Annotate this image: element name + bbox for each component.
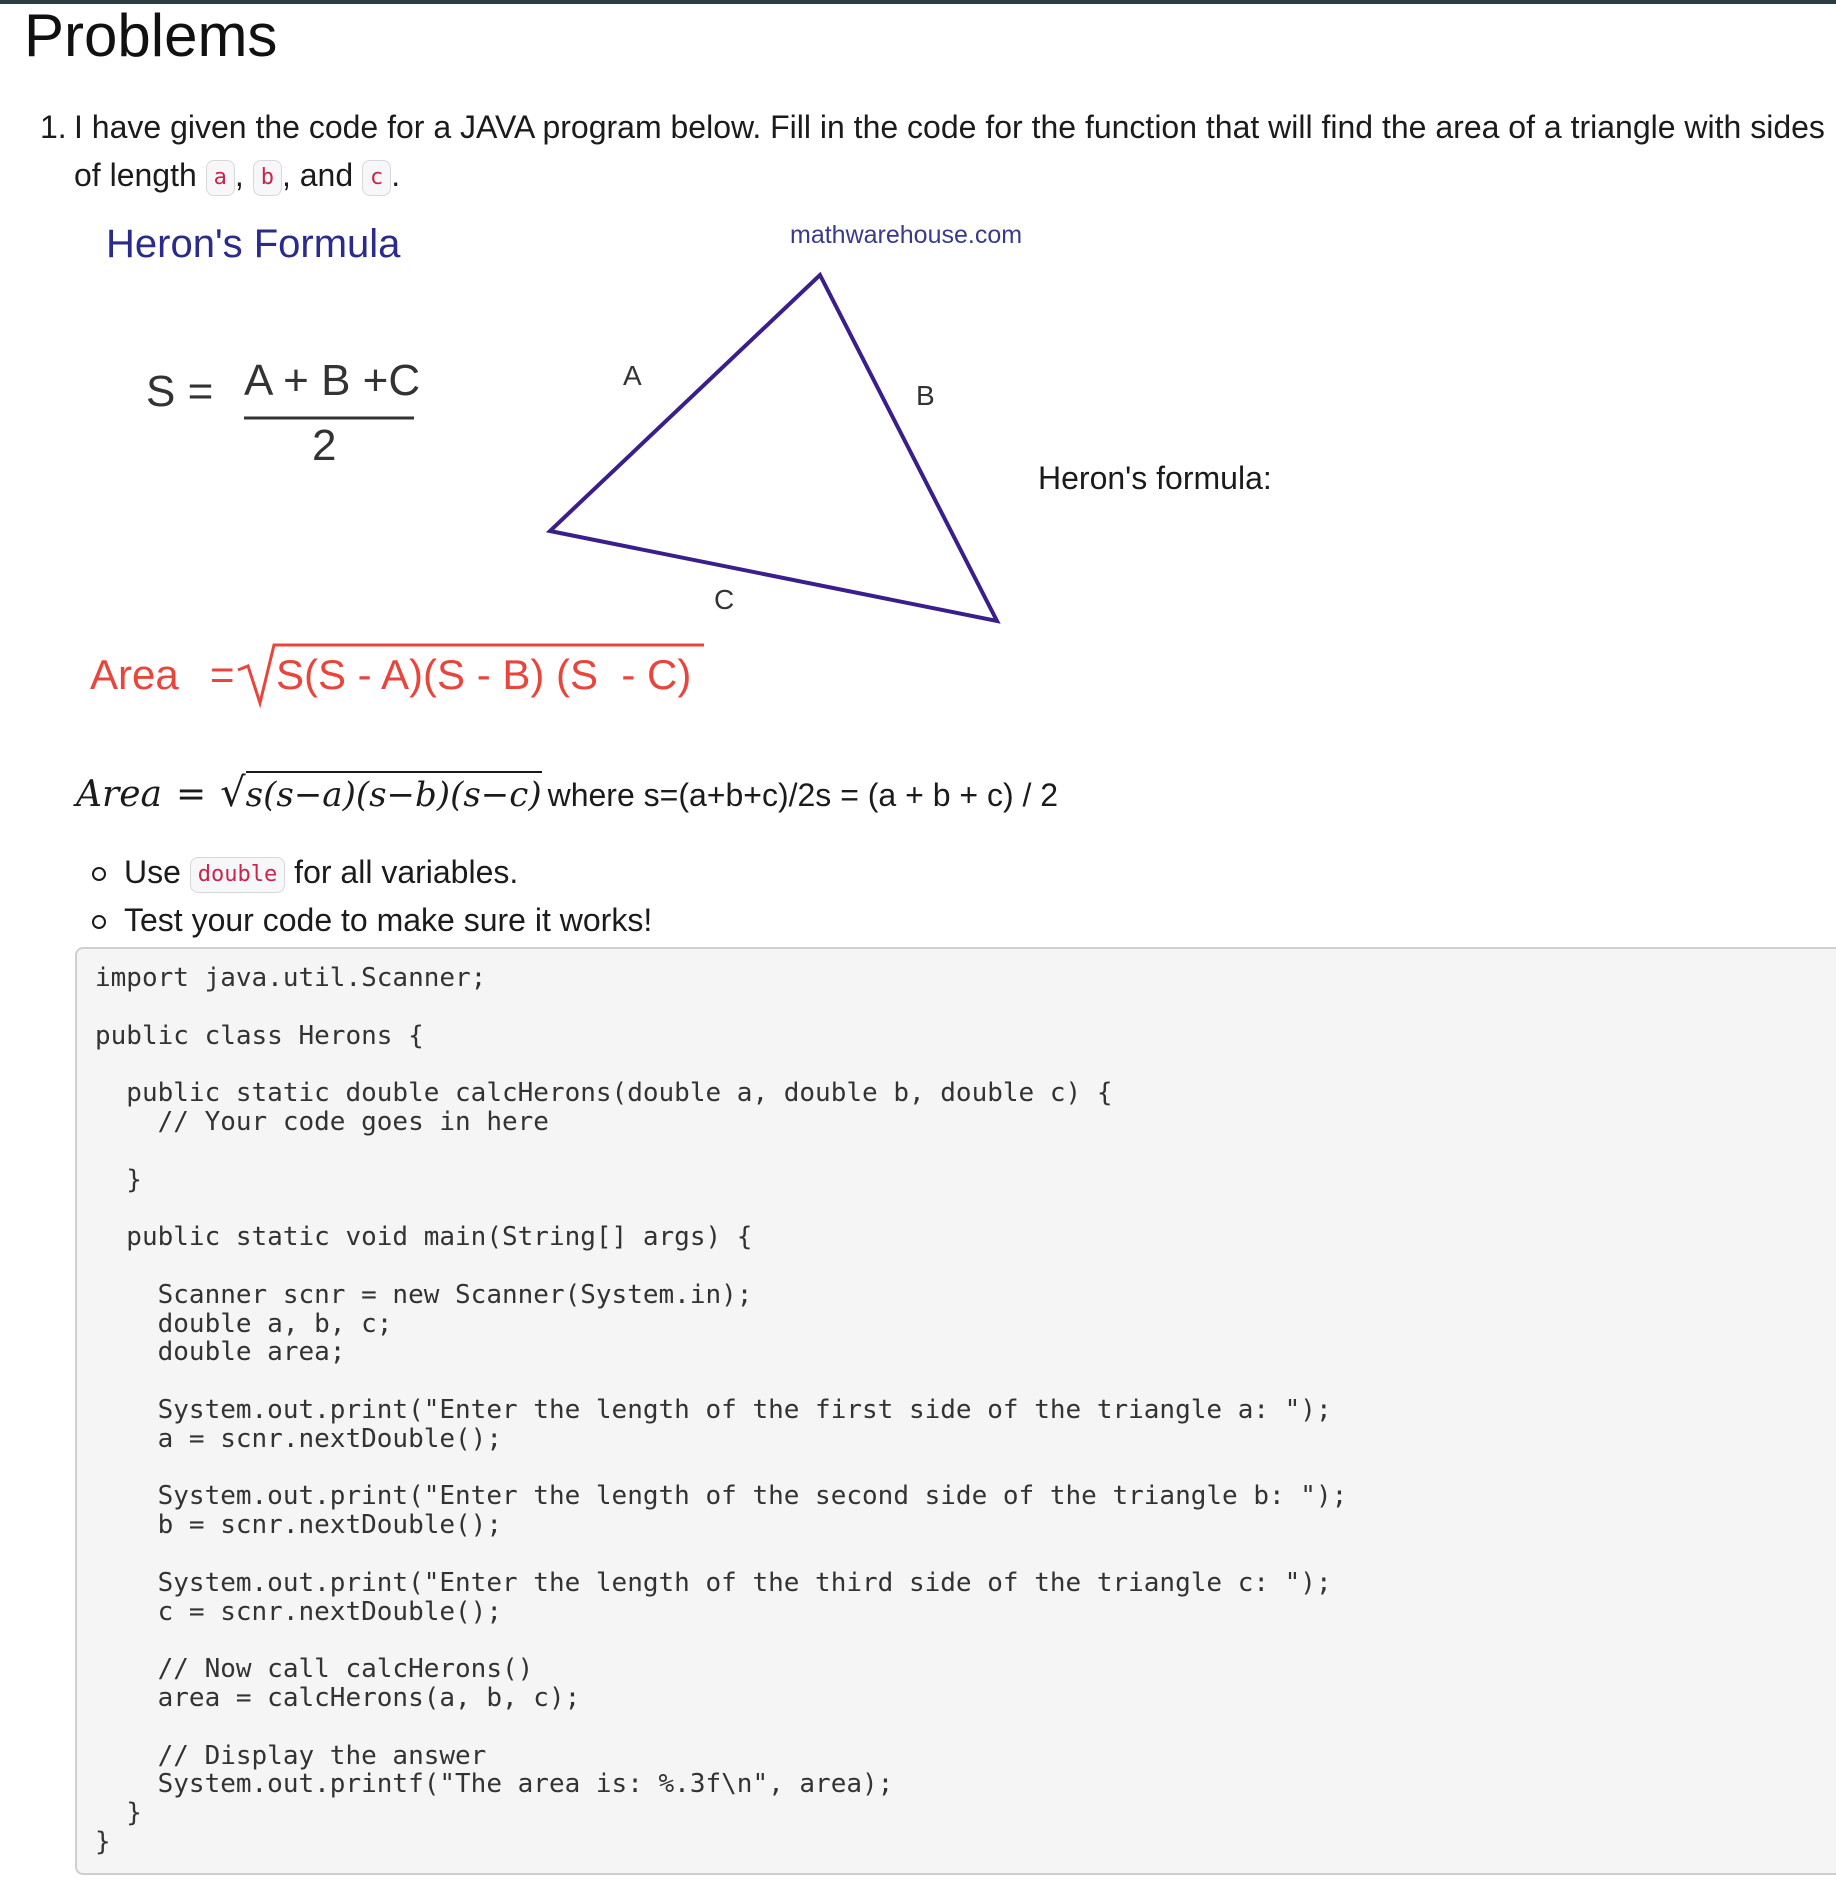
problem-number: 1.: [40, 109, 67, 145]
separator: ,: [234, 157, 244, 193]
code-block[interactable]: [75, 947, 1836, 1875]
s-numerator: A + B +C: [244, 356, 421, 405]
problem-text: I have given the code for a JAVA program below. Fill in the code for the function that will find the area of a triangle with sides: [74, 109, 1825, 145]
inline-code-a: a: [206, 160, 235, 196]
formula-radicand: s(s−a)(s−b)(s−c): [246, 771, 542, 815]
list-item: [92, 896, 652, 944]
period: .: [391, 157, 401, 193]
area-lhs: Area: [90, 651, 179, 698]
instructions-list: [92, 848, 652, 944]
inline-code-b: b: [253, 160, 282, 196]
page-title: Problems: [24, 2, 278, 69]
label-b: B: [916, 380, 935, 411]
problem-1: [40, 103, 1830, 199]
area-radicand: S(S - A)(S - B) (S - C): [276, 651, 692, 698]
watermark: mathwarehouse.com: [790, 225, 1023, 249]
bullet-text: Test your code to make sure it works!: [124, 902, 653, 938]
problem-text-2: of length: [74, 157, 197, 193]
formula-lhs: Area: [76, 774, 162, 815]
s-lhs: S =: [146, 367, 214, 416]
problem-line-2: [40, 151, 1830, 199]
herons-formula-image: [80, 225, 1080, 725]
figure-title: Heron's Formula: [106, 225, 401, 266]
problem-line-1: [40, 103, 1830, 151]
label-a: A: [623, 360, 642, 391]
java-code[interactable]: import java.util.Scanner; public class Herons { public static double calcHerons(double a, double b, double c) { // Your code goes in here } public static void main(String[] args) { Scanner scnr = new Scanner(System.in); double a, b, c; double area; System.out.print("Enter the length of the first side of the triangle a: "); a = scnr.nextDouble(); System.out.print("Enter the length of the second side of the triangle b: "); b = scnr.nextDouble(); System.out.print("Enter the length of the third side of the triangle c: "); c = scnr.nextDouble(); // Now call calcHerons() area = calcHerons(a, b, c); // Display the answer System.out.printf("The area is: %.3f\n", area); } }: [95, 963, 1348, 1857]
label-c: C: [714, 584, 735, 615]
triangle-shape: [550, 275, 997, 621]
formula-equals: =: [175, 774, 207, 815]
area-formula: [76, 770, 1058, 816]
separator: , and: [281, 157, 354, 193]
area-equals: =: [210, 651, 235, 698]
bullet-text: Use: [124, 854, 181, 890]
inline-code-double: double: [190, 857, 285, 893]
inline-code-c: c: [362, 160, 391, 196]
sqrt-symbol: √: [220, 770, 246, 816]
s-denominator: 2: [312, 421, 337, 470]
herons-caption: Heron's formula:: [1038, 460, 1272, 496]
bullet-text: for all variables.: [294, 854, 519, 890]
list-item: [92, 848, 652, 896]
formula-where: where s=(a+b+c)/2s = (a + b + c) / 2: [547, 777, 1059, 813]
herons-formula-diagram: [80, 225, 1080, 725]
